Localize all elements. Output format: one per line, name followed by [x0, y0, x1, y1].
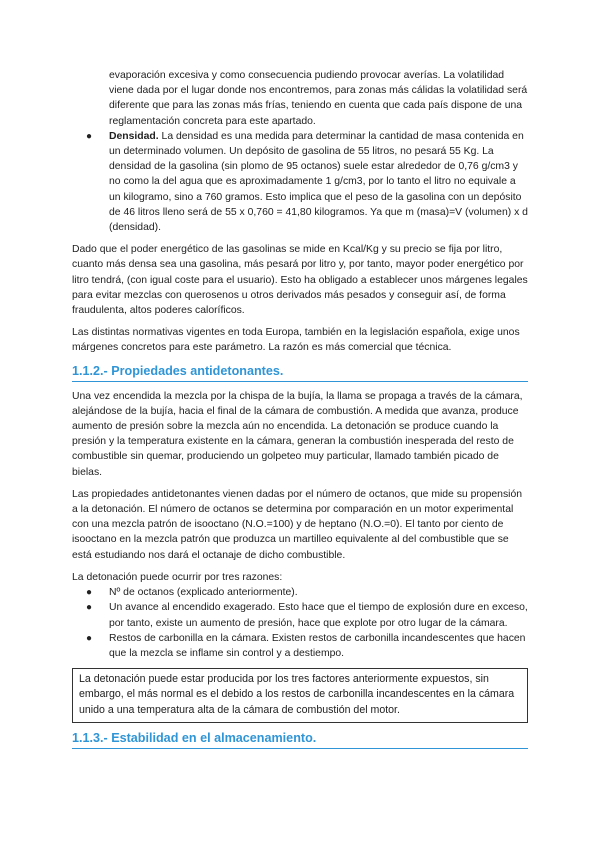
paragraph-detonacion: Una vez encendida la mezcla por la chispa de la bujía, la llama se propaga a través de la cámara, alejándose de la bujía, hacia el final de la cámara de combustión. A medida que avanza, produce aumento de presión sobre la mezcla aún no encendida. La detonación se produce cuando la presión y la temperatura existente en la cámara, generan la combustión inesperada del resto de combustible sin quemar, produciendo un golpeteo muy particular, llamado también picado de bielas.: [72, 390, 523, 478]
densidad-term: Densidad.: [109, 130, 159, 142]
section-heading-1-1-3: 1.1.3.- Estabilidad en el almacenamiento.: [72, 730, 317, 745]
heading-rule: [72, 748, 528, 749]
properties-list: [72, 129, 528, 235]
document-page: [72, 68, 528, 749]
densidad-text: La densidad es una medida para determinar la cantidad de masa contenida en un determinado volumen. Un depósito de gasolina de 55 litros, no pesará 55 Kg. La densidad de la gasolina (sin plomo de 95 octanos) suele estar alrededor de 0,76 g/cm3 y no como la del agua que es aproximadamente 1 g/cm3, por lo tanto el litro no equivale a un kilogramo, sino a 760 gramos. Esto implica que el peso de la gasolina con un depósito de 46 litros lleno será de 55 x 0,760 = 41,80 kilogramos. Ya que m (masa)=V (volumen) x d (densidad).: [109, 130, 528, 234]
reasons-intro: La detonación puede ocurrir por tres razones:: [72, 571, 283, 583]
reasons-list: [72, 585, 528, 661]
paragraph-energy: Dado que el poder energético de las gasolinas se mide en Kcal/Kg y su precio se fija por litro, cuanto más densa sea una gasolina, más pesará por litro y, por tanto, mayor poder energético por litro tendrá, (con igual coste para el usuario). Esto ha obligado a establecer unos márgenes legales para evitar mezclas con querosenos u otros derivados más pesados y conseguir así, de forma fraudulenta, altos poderes caloríficos.: [72, 244, 528, 317]
list-item: ● Nº de octanos (explicado anteriormente).: [72, 585, 528, 600]
bullet-icon: ●: [86, 602, 93, 614]
bullet-icon: ●: [86, 632, 93, 644]
bullet-icon: ●: [86, 587, 93, 599]
list-item: ● Un avance al encendido exagerado. Esto hace que el tiempo de explosión dure en exceso, por tanto, existe un aumento de presión, hace que explote por otro lugar de la cámara.: [86, 602, 528, 629]
paragraph-normativas: Las distintas normativas vigentes en toda Europa, también en la legislación española, exige unos márgenes concretos para este parámetro. La razón es más comercial que técnica.: [72, 327, 520, 354]
boxed-note: [72, 668, 528, 723]
boxed-note-text: La detonación puede estar producida por los tres factores anteriormente expuestos, sin embargo, el más normal es el debido a los restos de carbonilla incandescentes en la cámara unido a una temperatura alta de la cámara de combustión del motor.: [79, 673, 515, 716]
intro-continuation: evaporación excesiva y como consecuencia pudiendo provocar averías. La volatilidad viene dada por el lugar donde nos encontremos, para zonas más cálidas la volatilidad será diferente que para las zonas más frías, teniendo en cuenta que cada país dispone de una reglamentación concreta para este apartado.: [109, 70, 528, 127]
list-item: ● Restos de carbonilla en la cámara. Existen restos de carbonilla incandescentes que hacen que la mezcla se inflame sin control y a destiempo.: [86, 632, 526, 659]
section-heading-1-1-2: 1.1.2.- Propiedades antidetonantes.: [72, 363, 284, 378]
list-item-densidad: [72, 129, 528, 235]
bullet-icon: ●: [86, 130, 93, 142]
paragraph-octanos: Las propiedades antidetonantes vienen dadas por el número de octanos, que mide su propensión a la detonación. El número de octanos se determina por comparación en un motor experimental con una mezcla patrón de isooctano (N.O.=100) y de heptano (N.O.=0). El tanto por ciento de isooctano en la mezcla patrón que produzca un martilleo equivalente al del combustible que se está estudiando nos dará el octanaje de dicho combustible.: [72, 488, 522, 561]
